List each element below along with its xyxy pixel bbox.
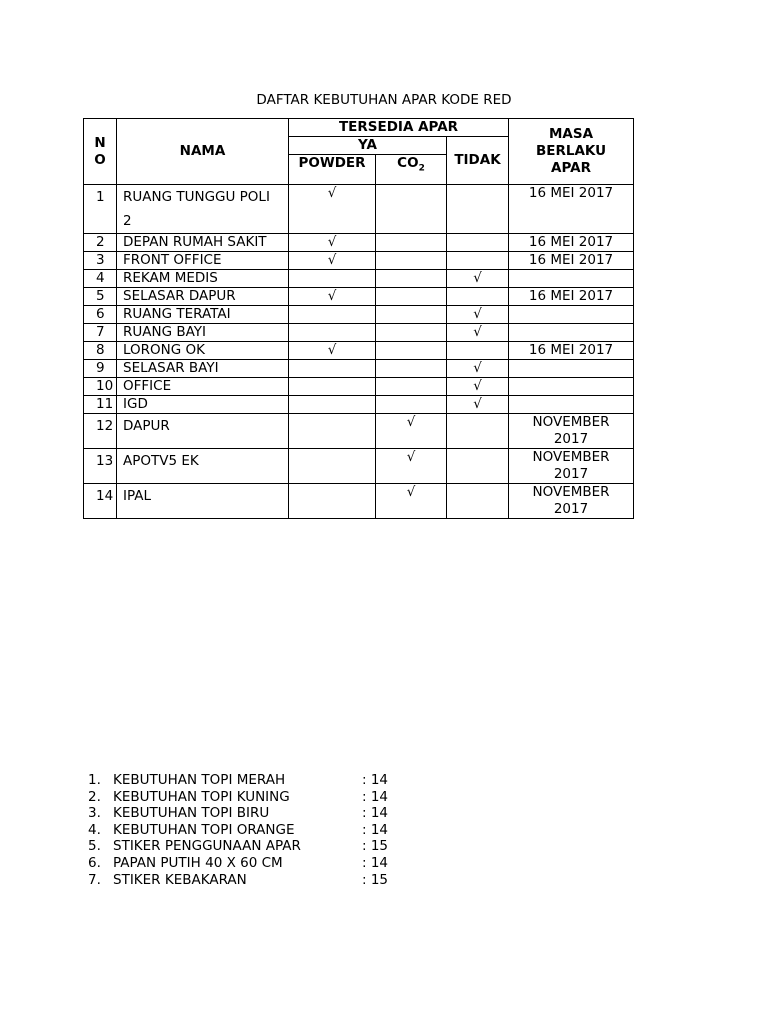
header-tersedia-apar: TERSEDIA APAR bbox=[289, 119, 509, 137]
list-item-label: KEBUTUHAN TOPI KUNING bbox=[113, 788, 290, 805]
row-co2 bbox=[376, 396, 447, 414]
row-tidak bbox=[447, 234, 509, 252]
row-tidak: √ bbox=[447, 396, 509, 414]
row-nama: RUANG TERATAI bbox=[117, 306, 289, 324]
row-no: 10 bbox=[84, 378, 117, 396]
header-nama: NAMA bbox=[117, 119, 289, 185]
row-tidak bbox=[447, 288, 509, 306]
row-tidak: √ bbox=[447, 324, 509, 342]
row-tidak: √ bbox=[447, 360, 509, 378]
row-no: 6 bbox=[84, 306, 117, 324]
table-row bbox=[84, 396, 634, 414]
row-tidak: √ bbox=[447, 306, 509, 324]
row-powder bbox=[289, 324, 376, 342]
row-no: 5 bbox=[84, 288, 117, 306]
row-tidak: √ bbox=[447, 378, 509, 396]
row-powder: √ bbox=[289, 234, 376, 252]
row-co2 bbox=[376, 306, 447, 324]
list-item bbox=[88, 855, 388, 872]
row-co2: √ bbox=[376, 484, 447, 519]
row-tidak bbox=[447, 449, 509, 484]
row-masa: 16 MEI 2017 bbox=[509, 342, 634, 360]
row-nama: FRONT OFFICE bbox=[117, 252, 289, 270]
table-row bbox=[84, 360, 634, 378]
list-item-number: 3. bbox=[88, 805, 101, 822]
row-nama: SELASAR BAYI bbox=[117, 360, 289, 378]
row-masa bbox=[509, 396, 634, 414]
header-powder: POWDER bbox=[289, 155, 376, 185]
row-co2 bbox=[376, 324, 447, 342]
row-masa bbox=[509, 324, 634, 342]
list-item-label: PAPAN PUTIH 40 X 60 CM bbox=[113, 854, 283, 871]
header-masa-berlaku: MASA BERLAKU APAR bbox=[509, 119, 634, 185]
row-masa: 16 MEI 2017 bbox=[509, 252, 634, 270]
list-item-number: 2. bbox=[88, 788, 101, 805]
table-row bbox=[84, 342, 634, 360]
list-item bbox=[88, 789, 388, 806]
row-no: 9 bbox=[84, 360, 117, 378]
row-masa bbox=[509, 378, 634, 396]
table-row bbox=[84, 288, 634, 306]
row-powder bbox=[289, 484, 376, 519]
row-nama: REKAM MEDIS bbox=[117, 270, 289, 288]
row-powder: √ bbox=[289, 342, 376, 360]
header-no: N O bbox=[84, 119, 117, 185]
list-item-number: 4. bbox=[88, 821, 101, 838]
list-item-label: STIKER PENGGUNAAN APAR bbox=[113, 838, 301, 855]
row-powder bbox=[289, 378, 376, 396]
row-co2 bbox=[376, 252, 447, 270]
row-masa bbox=[509, 306, 634, 324]
row-co2: √ bbox=[376, 449, 447, 484]
header-tidak: TIDAK bbox=[447, 137, 509, 185]
row-co2 bbox=[376, 342, 447, 360]
list-item-value: : 14 bbox=[362, 821, 389, 838]
row-no: 13 bbox=[84, 449, 117, 484]
table-row bbox=[84, 378, 634, 396]
list-item-value: : 14 bbox=[362, 788, 389, 805]
table-row bbox=[84, 270, 634, 288]
document-title: DAFTAR KEBUTUHAN APAR KODE RED bbox=[256, 92, 512, 108]
row-co2 bbox=[376, 378, 447, 396]
row-masa: 16 MEI 2017 bbox=[509, 234, 634, 252]
list-item bbox=[88, 872, 388, 889]
needs-list bbox=[88, 772, 388, 888]
list-item-value: : 14 bbox=[362, 772, 389, 788]
row-powder bbox=[289, 414, 376, 449]
row-powder: √ bbox=[289, 288, 376, 306]
row-tidak bbox=[447, 185, 509, 234]
row-powder bbox=[289, 270, 376, 288]
table-row bbox=[84, 306, 634, 324]
row-powder bbox=[289, 396, 376, 414]
row-nama: LORONG OK bbox=[117, 342, 289, 360]
list-item bbox=[88, 772, 388, 789]
row-nama: OFFICE bbox=[117, 378, 289, 396]
row-tidak bbox=[447, 484, 509, 519]
row-nama: IPAL bbox=[117, 484, 289, 519]
row-co2: √ bbox=[376, 414, 447, 449]
row-nama: APOTV5 EK bbox=[117, 449, 289, 484]
row-co2 bbox=[376, 360, 447, 378]
row-no: 7 bbox=[84, 324, 117, 342]
list-item-label: KEBUTUHAN TOPI ORANGE bbox=[113, 821, 295, 838]
list-item bbox=[88, 805, 388, 822]
list-item-label: KEBUTUHAN TOPI MERAH bbox=[113, 772, 286, 788]
table-row bbox=[84, 449, 634, 484]
list-item-label: STIKER KEBAKARAN bbox=[113, 871, 247, 888]
row-nama: RUANG BAYI bbox=[117, 324, 289, 342]
list-item-number: 7. bbox=[88, 871, 101, 888]
row-powder bbox=[289, 306, 376, 324]
table-row bbox=[84, 185, 634, 234]
row-no: 8 bbox=[84, 342, 117, 360]
list-item-number: 5. bbox=[88, 838, 101, 855]
row-powder: √ bbox=[289, 252, 376, 270]
list-item-value: : 15 bbox=[362, 838, 389, 855]
row-no: 2 bbox=[84, 234, 117, 252]
row-no: 11 bbox=[84, 396, 117, 414]
row-nama: DEPAN RUMAH SAKIT bbox=[117, 234, 289, 252]
list-item-label: KEBUTUHAN TOPI BIRU bbox=[113, 805, 270, 822]
row-tidak: √ bbox=[447, 270, 509, 288]
row-masa: NOVEMBER 2017 bbox=[509, 484, 634, 519]
row-powder bbox=[289, 449, 376, 484]
row-nama: IGD bbox=[117, 396, 289, 414]
row-tidak bbox=[447, 252, 509, 270]
row-powder bbox=[289, 360, 376, 378]
row-no: 12 bbox=[84, 414, 117, 449]
table-row bbox=[84, 234, 634, 252]
table-row bbox=[84, 414, 634, 449]
row-co2 bbox=[376, 288, 447, 306]
row-co2 bbox=[376, 270, 447, 288]
row-co2 bbox=[376, 185, 447, 234]
row-masa: NOVEMBER 2017 bbox=[509, 414, 634, 449]
row-masa: 16 MEI 2017 bbox=[509, 185, 634, 234]
list-item bbox=[88, 838, 388, 855]
row-powder: √ bbox=[289, 185, 376, 234]
table-row bbox=[84, 484, 634, 519]
row-masa: 16 MEI 2017 bbox=[509, 288, 634, 306]
row-co2 bbox=[376, 234, 447, 252]
row-tidak bbox=[447, 414, 509, 449]
list-item bbox=[88, 822, 388, 839]
table-row bbox=[84, 324, 634, 342]
list-item-value: : 15 bbox=[362, 871, 389, 888]
row-no: 4 bbox=[84, 270, 117, 288]
header-co2: $CO_2$ bbox=[376, 155, 447, 185]
header-ya: YA bbox=[289, 137, 447, 155]
table-row bbox=[84, 252, 634, 270]
row-masa bbox=[509, 270, 634, 288]
list-item-value: : 14 bbox=[362, 854, 389, 871]
list-item-number: 1. bbox=[88, 772, 101, 788]
row-masa: NOVEMBER 2017 bbox=[509, 449, 634, 484]
row-tidak bbox=[447, 342, 509, 360]
row-no: 1 bbox=[84, 185, 117, 234]
list-item-number: 6. bbox=[88, 854, 101, 871]
row-nama: SELASAR DAPUR bbox=[117, 288, 289, 306]
apar-table bbox=[83, 118, 634, 519]
row-nama: RUANG TUNGGU POLI 2 bbox=[117, 185, 289, 234]
row-no: 14 bbox=[84, 484, 117, 519]
row-nama: DAPUR bbox=[117, 414, 289, 449]
row-masa bbox=[509, 360, 634, 378]
list-item-value: : 14 bbox=[362, 805, 389, 822]
row-no: 3 bbox=[84, 252, 117, 270]
